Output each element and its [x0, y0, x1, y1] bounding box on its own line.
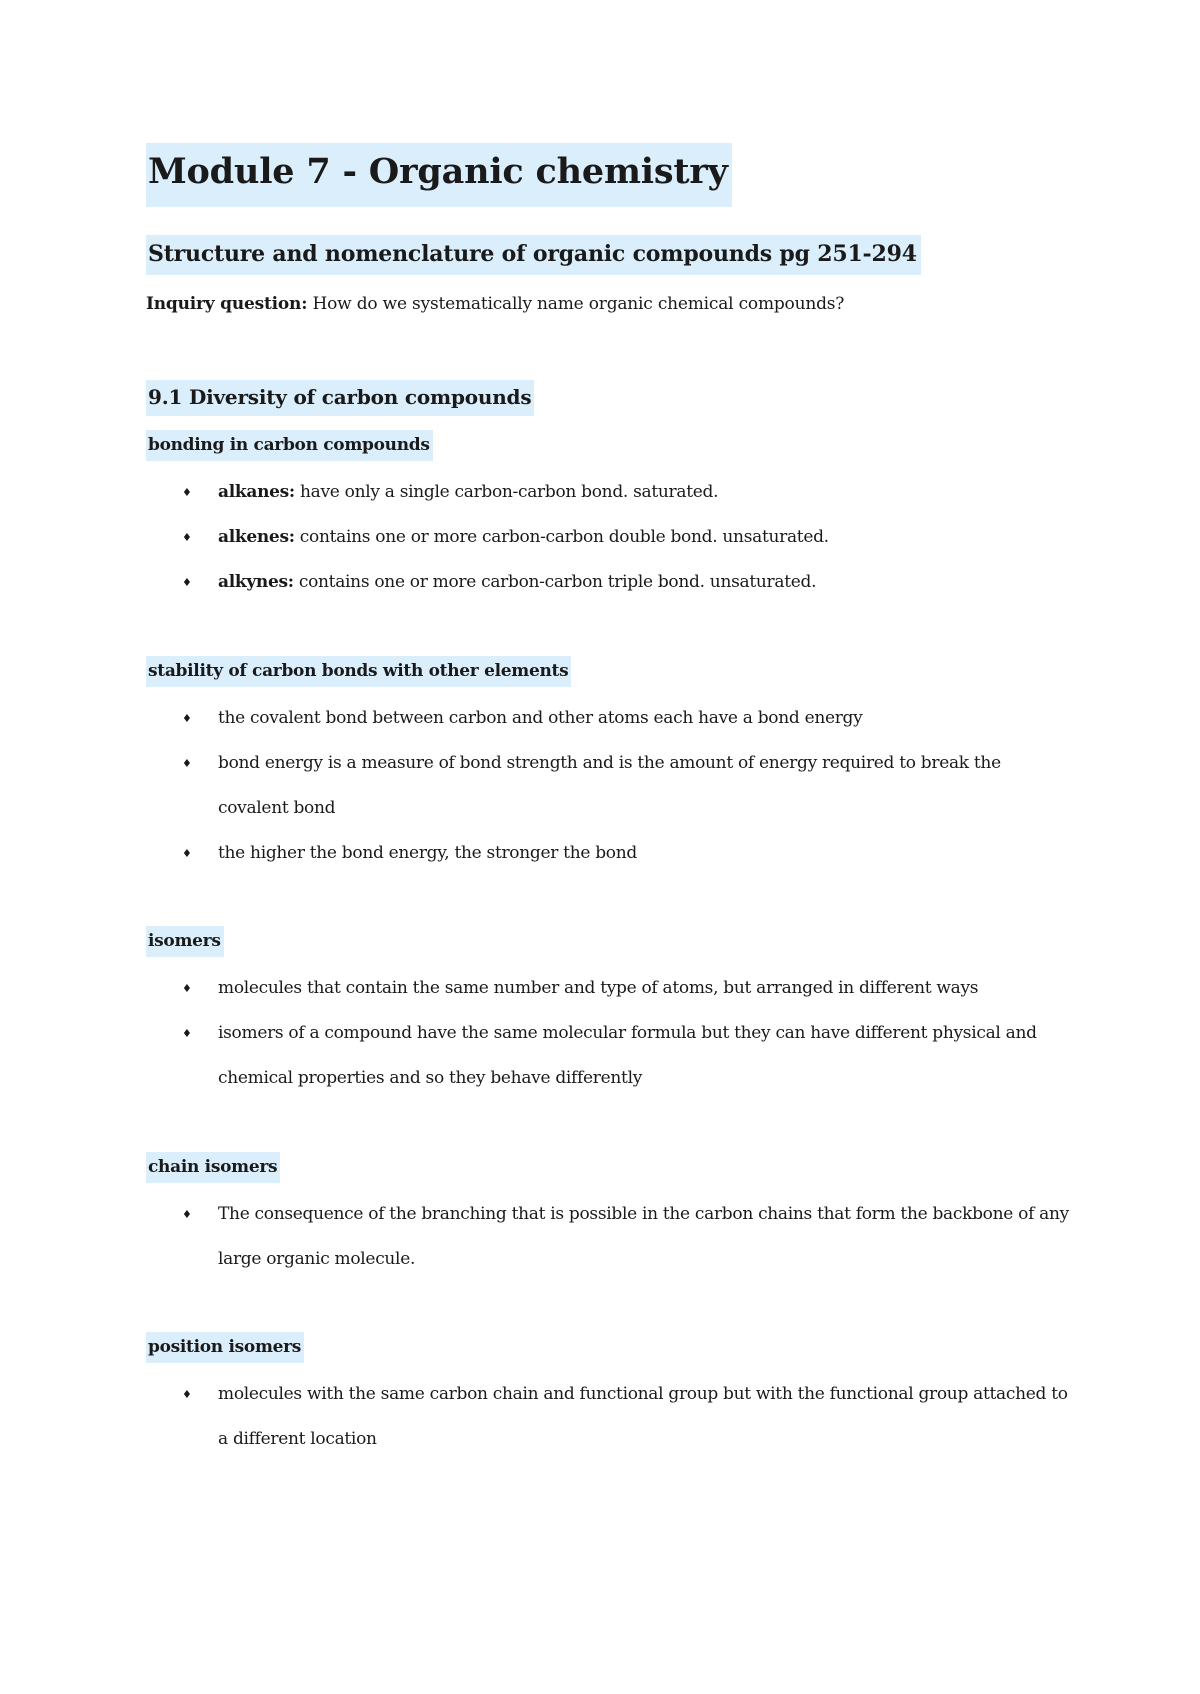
- diamond-bullet-icon: ♦: [182, 1027, 192, 1040]
- bonding-heading: bonding in carbon compounds: [146, 430, 433, 461]
- diamond-bullet-icon: ♦: [182, 1208, 192, 1221]
- bonding-list: [146, 470, 1076, 605]
- list-item: ♦ isomers of a compound have the same molecular formula but they can have different physical and chemical properties and so they behave differently: [146, 1011, 1076, 1101]
- inquiry-question: [146, 294, 844, 314]
- position-isomers-heading: position isomers: [146, 1332, 304, 1363]
- definition: contains one or more carbon-carbon triple bond. unsaturated.: [293, 572, 817, 592]
- diamond-bullet-icon: ♦: [182, 847, 192, 860]
- isomers-list: [146, 966, 1076, 1101]
- term: alkanes:: [218, 482, 295, 502]
- diamond-bullet-icon: ♦: [182, 531, 192, 544]
- list-item: [146, 515, 1076, 560]
- definition: have only a single carbon-carbon bond. saturated.: [294, 482, 719, 502]
- list-item: ♦ molecules with the same carbon chain and functional group but with the functional group attached to a different location: [146, 1372, 1076, 1462]
- stability-list: [146, 696, 1076, 876]
- list-item: ♦ The consequence of the branching that is possible in the carbon chains that form the backbone of any large organic molecule.: [146, 1192, 1076, 1282]
- isomers-heading: isomers: [146, 926, 224, 957]
- page-title: Module 7 - Organic chemistry: [146, 143, 732, 207]
- diamond-bullet-icon: ♦: [182, 757, 192, 770]
- diamond-bullet-icon: ♦: [182, 712, 192, 725]
- definition: contains one or more carbon-carbon double bond. unsaturated.: [294, 527, 829, 547]
- list-item: ♦ molecules that contain the same number and type of atoms, but arranged in different ways: [146, 966, 1076, 1011]
- inquiry-label: Inquiry question:: [146, 294, 308, 314]
- chain-isomers-heading: chain isomers: [146, 1152, 280, 1183]
- diamond-bullet-icon: ♦: [182, 1388, 192, 1401]
- stability-heading: stability of carbon bonds with other elements: [146, 656, 571, 687]
- diamond-bullet-icon: ♦: [182, 486, 192, 499]
- subsection-heading: 9.1 Diversity of carbon compounds: [146, 380, 534, 416]
- diamond-bullet-icon: ♦: [182, 982, 192, 995]
- diamond-bullet-icon: ♦: [182, 576, 192, 589]
- list-item: ♦ the covalent bond between carbon and other atoms each have a bond energy: [146, 696, 1076, 741]
- position-isomers-list: [146, 1372, 1076, 1462]
- term: alkynes:: [218, 572, 294, 592]
- list-item: ♦ the higher the bond energy, the stronger the bond: [146, 831, 1076, 876]
- term: alkenes:: [218, 527, 295, 547]
- list-item: [146, 560, 1076, 605]
- list-item: ♦ bond energy is a measure of bond strength and is the amount of energy required to break the covalent bond: [146, 741, 1076, 831]
- section-heading: Structure and nomenclature of organic compounds pg 251-294: [146, 235, 921, 275]
- chain-isomers-list: [146, 1192, 1076, 1282]
- list-item: [146, 470, 1076, 515]
- inquiry-text: How do we systematically name organic chemical compounds?: [307, 294, 845, 314]
